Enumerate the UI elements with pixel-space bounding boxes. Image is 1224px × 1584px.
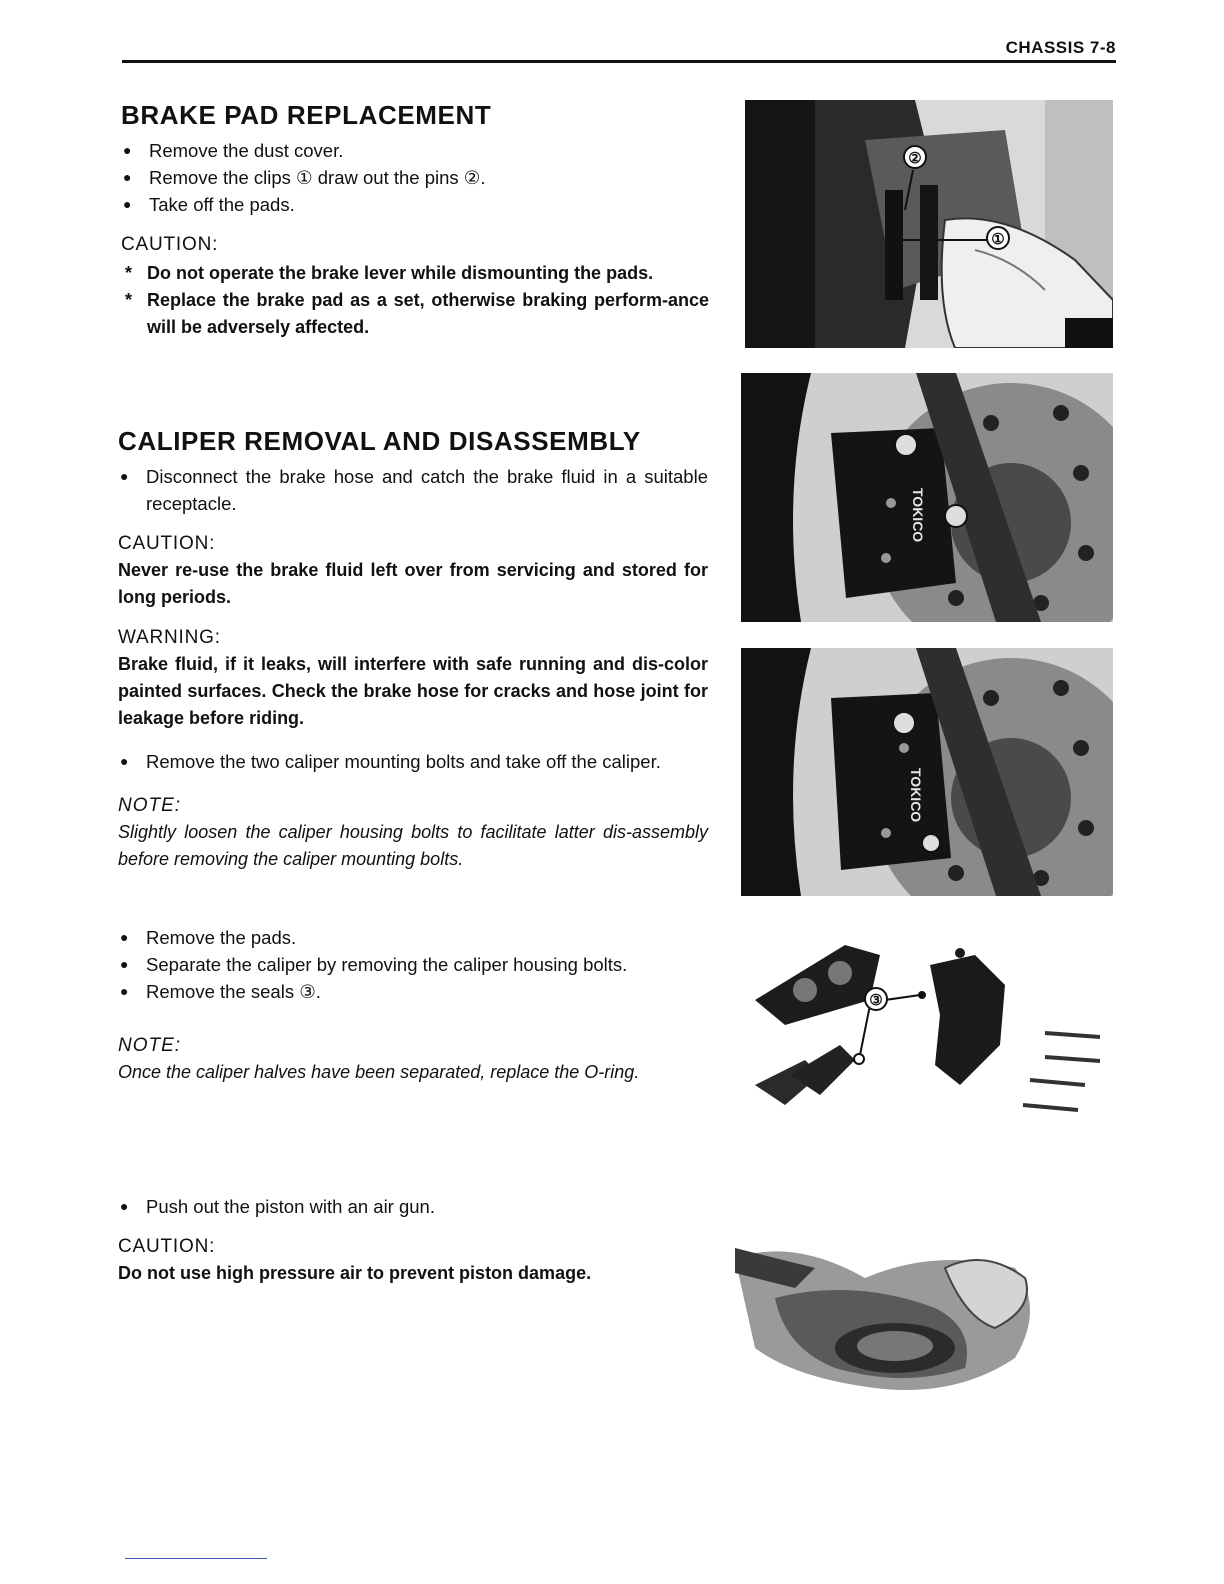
photo-brake-pad-removal [745,100,1113,348]
section-title: BRAKE PAD REPLACEMENT [121,100,492,130]
warning-label: WARNING: [118,627,221,648]
bullet-list [118,1193,708,1220]
section-brake-pad-replacement [121,100,709,341]
section-title: CALIPER REMOVAL AND DISASSEMBLY [118,426,641,456]
list-item: ● Separate the caliper by removing the caliper housing bolts. [118,951,708,978]
section-caliper-removal [118,426,708,873]
caution-text: Never re-use the brake fluid left over from servicing and stored for long periods. [118,560,708,607]
callout-2: ② [908,150,922,167]
brand-label: TOKICO [908,768,924,823]
piston-removal [118,1193,708,1287]
caution-label: CAUTION: [118,1236,216,1257]
callout-1: ① [991,231,1005,248]
list-item: ● Push out the piston with an air gun. [118,1193,708,1220]
list-item: ● Remove the clips ① draw out the pins ②. [121,164,709,191]
callout-3: ③ [869,992,883,1009]
list-item: * Replace the brake pad as a set, otherwise braking perform-ance will be adversely affected. [121,287,709,341]
note-text: Slightly loosen the caliper housing bolts to facilitate latter dis-assembly before removing the caliper mounting bolts. [118,822,708,869]
caution-label: CAUTION: [118,533,216,554]
brand-label: TOKICO [910,488,926,543]
photo-caliper-parts [745,925,1113,1150]
list-item: ● Disconnect the brake hose and catch the brake fluid in a suitable receptacle. [118,463,708,517]
bullet-list [121,137,709,218]
photo-piston-removal [735,1228,1045,1400]
bullet-list [118,463,708,517]
caution-label: CAUTION: [121,234,219,255]
list-item: ● Remove the pads. [118,924,708,951]
page-header: CHASSIS 7-8 [1005,38,1116,57]
list-item: ● Take off the pads. [121,191,709,218]
warning-text: Brake fluid, if it leaks, will interfere with safe running and dis-color painted surfaces. Check the brake hose for cracks and hose joint for leakage before riding. [118,654,708,728]
note-label: NOTE: [118,1035,182,1056]
bullet-list [118,748,708,775]
note-text: Once the caliper halves have been separated, replace the O-ring. [118,1062,640,1082]
list-item: ● Remove the seals ③. [118,978,708,1005]
disassembly-steps [118,924,708,1086]
photo-caliper-bolts [741,648,1113,896]
caution-list [121,260,709,341]
footer-line [125,1558,267,1559]
header-rule [122,60,1116,63]
list-item: * Do not operate the brake lever while dismounting the pads. [121,260,709,287]
caution-text: Do not use high pressure air to prevent piston damage. [118,1263,592,1283]
photo-caliper-mounted [741,373,1113,622]
note-label: NOTE: [118,795,182,816]
bullet-list [118,924,708,1005]
list-item: ● Remove the dust cover. [121,137,709,164]
list-item: ● Remove the two caliper mounting bolts and take off the caliper. [118,748,708,775]
